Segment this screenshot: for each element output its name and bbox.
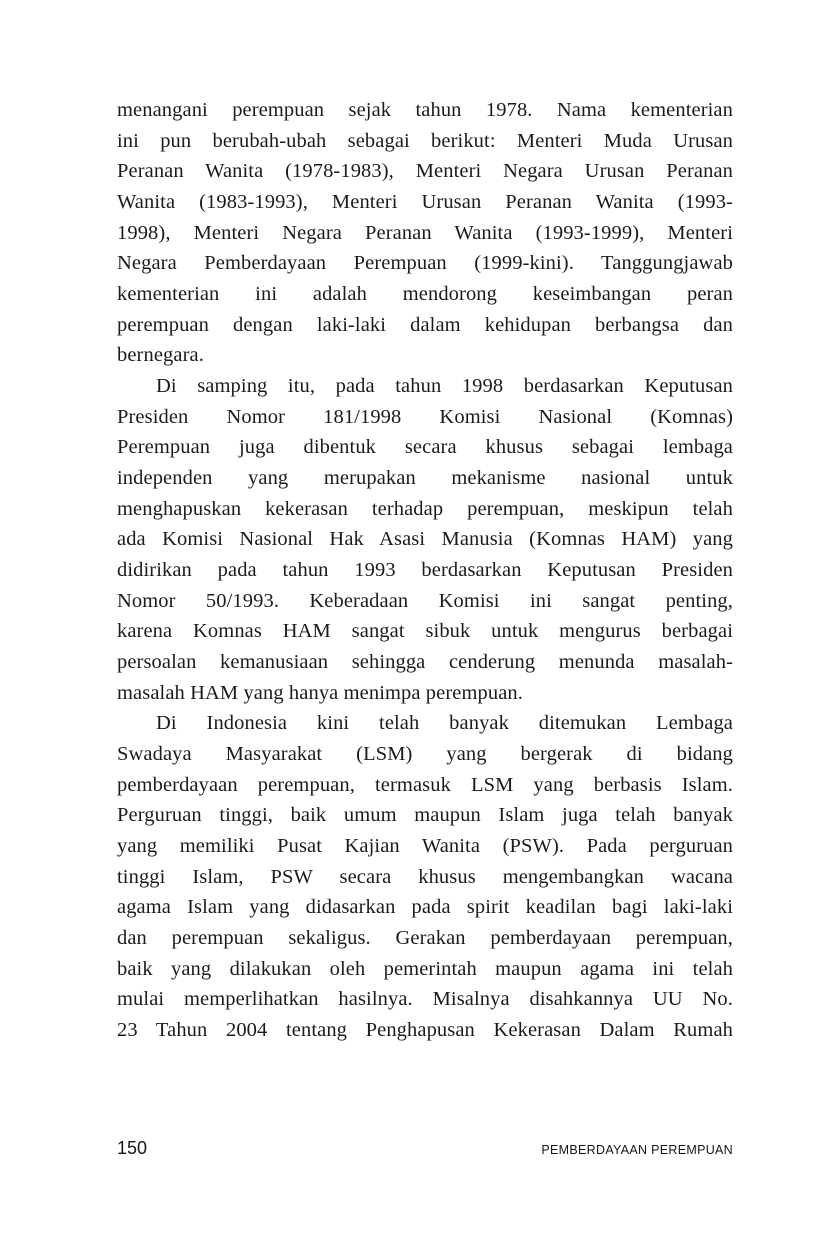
text-line: persoalan kemanusiaan sehingga cenderung menunda masalah- bbox=[117, 651, 733, 674]
text-line: Di Indonesia kini telah banyak ditemukan Lembaga bbox=[156, 712, 733, 735]
text-line: karena Komnas HAM sangat sibuk untuk mengurus berbagai bbox=[117, 620, 733, 643]
paragraph bbox=[117, 708, 733, 1045]
text-line: bernegara. bbox=[117, 344, 204, 367]
text-line: Perempuan juga dibentuk secara khusus sebagai lembaga bbox=[117, 436, 733, 459]
text-line: mulai memperlihatkan hasilnya. Misalnya disahkannya UU No. bbox=[117, 988, 733, 1011]
text-line: 1998), Menteri Negara Peranan Wanita (1993-1999), Menteri bbox=[117, 221, 733, 244]
text-line: ini pun berubah-ubah sebagai berikut: Menteri Muda Urusan bbox=[117, 129, 733, 152]
running-header: PEMBERDAYAAN PEREMPUAN bbox=[541, 1143, 733, 1157]
text-line: Presiden Nomor 181/1998 Komisi Nasional (Komnas) bbox=[117, 405, 733, 428]
text-line: masalah HAM yang hanya menimpa perempuan. bbox=[117, 681, 524, 704]
text-line: independen yang merupakan mekanisme nasional untuk bbox=[117, 467, 733, 490]
text-line: perempuan dengan laki-laki dalam kehidupan berbangsa dan bbox=[117, 313, 733, 336]
text-line: menghapuskan kekerasan terhadap perempuan, meskipun telah bbox=[117, 497, 733, 520]
text-line: agama Islam yang didasarkan pada spirit keadilan bagi laki-laki bbox=[117, 896, 733, 919]
page-number: 150 bbox=[117, 1138, 148, 1158]
text-line: kementerian ini adalah mendorong keseimbangan peran bbox=[117, 283, 733, 306]
text-line: dan perempuan sekaligus. Gerakan pemberdayaan perempuan, bbox=[117, 927, 733, 950]
text-line: baik yang dilakukan oleh pemerintah maupun agama ini telah bbox=[117, 957, 733, 980]
text-line: Wanita (1983-1993), Menteri Urusan Peranan Wanita (1993- bbox=[117, 191, 733, 214]
paragraph bbox=[117, 371, 733, 708]
text-line: Negara Pemberdayaan Perempuan (1999-kini). Tanggungjawab bbox=[117, 252, 733, 275]
text-line: Peranan Wanita (1978-1983), Menteri Negara Urusan Peranan bbox=[117, 160, 733, 183]
text-line: didirikan pada tahun 1993 berdasarkan Keputusan Presiden bbox=[117, 559, 733, 582]
paragraph bbox=[117, 95, 733, 371]
text-line: Di samping itu, pada tahun 1998 berdasarkan Keputusan bbox=[156, 375, 733, 398]
page-text bbox=[117, 95, 733, 1046]
text-line: tinggi Islam, PSW secara khusus mengembangkan wacana bbox=[117, 865, 733, 888]
text-line: Swadaya Masyarakat (LSM) yang bergerak di bidang bbox=[117, 743, 733, 766]
text-line: Nomor 50/1993. Keberadaan Komisi ini sangat penting, bbox=[117, 589, 733, 612]
text-line: 23 Tahun 2004 tentang Penghapusan Kekerasan Dalam Rumah bbox=[117, 1019, 733, 1042]
text-line: pemberdayaan perempuan, termasuk LSM yang berbasis Islam. bbox=[117, 773, 733, 796]
text-line: Perguruan tinggi, baik umum maupun Islam juga telah banyak bbox=[117, 804, 733, 827]
text-line: menangani perempuan sejak tahun 1978. Nama kementerian bbox=[117, 99, 733, 121]
text-line: yang memiliki Pusat Kajian Wanita (PSW). Pada perguruan bbox=[117, 835, 733, 858]
page-footer bbox=[117, 1138, 733, 1159]
text-line: ada Komisi Nasional Hak Asasi Manusia (Komnas HAM) yang bbox=[117, 528, 733, 551]
